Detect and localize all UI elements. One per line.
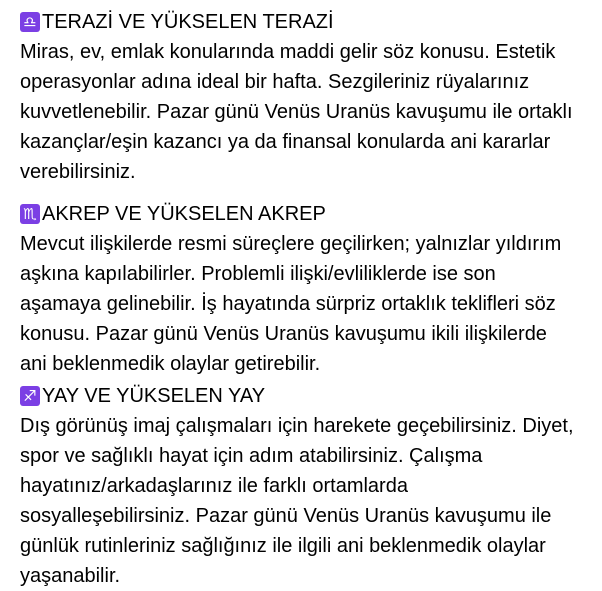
body-line: Mevcut ilişkilerde resmi süreçlere geçilirken; yalnızlar yıldırım [20,233,562,255]
body-line: yaşanabilir. [20,565,121,587]
body-line: günlük rutinleriniz sağlığınız ile ilgili ani beklenmedik olaylar [20,535,546,557]
body-line: operasyonlar adına ideal bir hafta. Sezgileriniz rüyalarınız [20,71,530,93]
section-title: AKREP VE YÜKSELEN AKREP [42,202,326,225]
libra-icon: ♎ [20,12,40,32]
body-line: aşamaya gelinebilir. İş hayatında sürpriz ortaklık teklifleri söz [20,293,556,315]
body-line: ani beklenmedik olaylar getirebilir. [20,353,321,375]
section-heading [20,199,592,229]
section-heading [20,7,592,37]
body-line: hayatınız/arkadaşlarınız ile farklı ortamlarda [20,475,408,497]
sagittarius-icon: ♐ [20,386,40,406]
body-line: konusu. Pazar günü Venüs Uranüs kavuşumu ikili ilişkilerde [20,323,547,345]
section-terazi [20,7,592,187]
section-title: TERAZİ VE YÜKSELEN TERAZİ [42,10,334,33]
body-line: verebilirsiniz. [20,161,136,183]
section-akrep [20,199,592,379]
scorpio-icon: ♏ [20,204,40,224]
body-line: kazançlar/eşin kazancı ya da finansal konularda ani kararlar [20,131,551,153]
section-title: YAY VE YÜKSELEN YAY [42,384,266,407]
body-line: Dış görünüş imaj çalışmaları için harekete geçebilirsiniz. Diyet, [20,415,574,437]
body-line: kuvvetlenebilir. Pazar günü Venüs Uranüs kavuşumu ile ortaklı [20,101,573,123]
body-line: aşkına kapılabilirler. Problemli ilişki/evliliklerde ise son [20,263,496,285]
body-line: Miras, ev, emlak konularında maddi gelir söz konusu. Estetik [20,41,556,63]
section-heading [20,381,592,411]
section-yay [20,381,592,591]
body-line: sosyalleşebilirsiniz. Pazar günü Venüs Uranüs kavuşumu ile [20,505,552,527]
body-line: spor ve sağlıklı hayat için adım atabilirsiniz. Çalışma [20,445,483,467]
